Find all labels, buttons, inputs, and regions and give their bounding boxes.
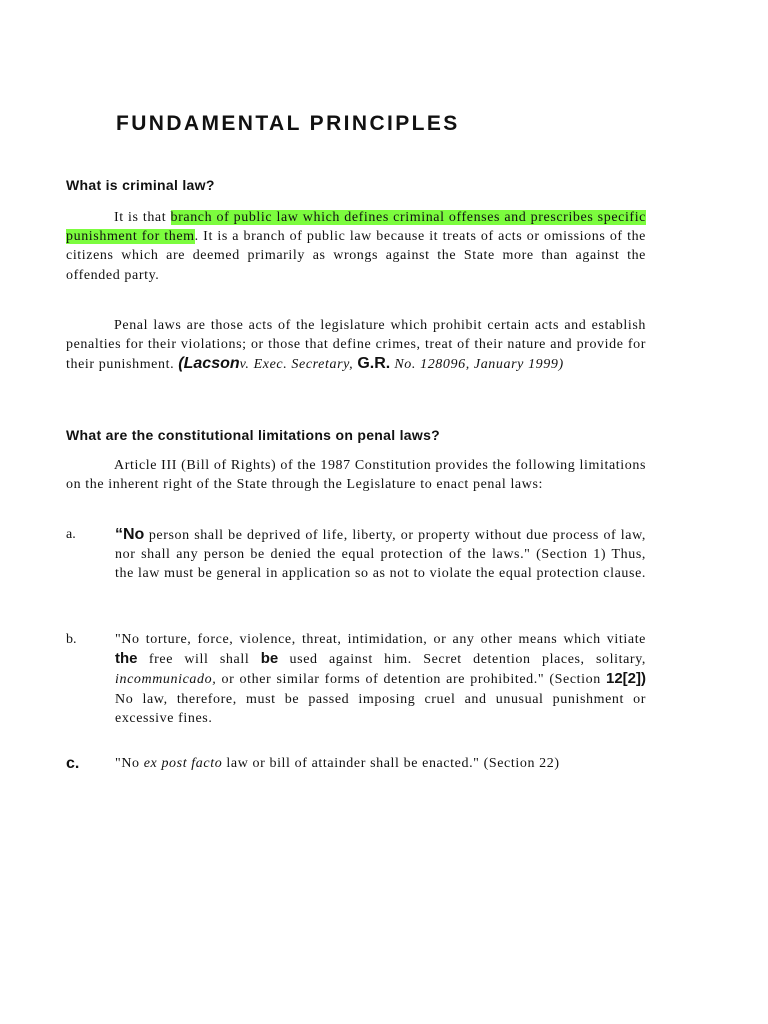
list-item-a xyxy=(66,525,646,584)
page-title: FUNDAMENTAL PRINCIPLES xyxy=(116,112,460,135)
list-marker-c: c. xyxy=(66,755,80,772)
question-heading-limitations: What are the constitutional limitations on penal laws? xyxy=(66,427,441,443)
paragraph-article-iii xyxy=(66,456,646,494)
citation-end: No. 128096, January 1999) xyxy=(390,357,564,373)
citation-name: (Lacson xyxy=(178,355,240,373)
highlighted-definition: branch of public law which defines criminal offenses and prescribes specific punishment for them xyxy=(66,210,646,245)
list-item-b-text xyxy=(115,630,646,728)
list-marker-b: b. xyxy=(66,632,77,647)
list-item-c xyxy=(66,754,646,773)
item-b-part-5: No law, therefore, must be passed imposing cruel and unusual punishment or excessive fines. xyxy=(115,691,646,726)
item-c-part-2: law or bill of attainder shall be enacted." (Section 22) xyxy=(222,756,560,771)
definition-text-before: It is that xyxy=(114,210,171,225)
paragraph-penal-laws xyxy=(66,316,646,375)
item-b-italic: incommunicado, xyxy=(115,672,217,688)
item-b-section-ref: 12[2]) xyxy=(605,670,646,688)
list-item-c-text xyxy=(115,754,646,773)
item-b-word-the: the xyxy=(115,650,138,668)
item-a-body: person shall be deprived of life, liberty, or property without due process of law, nor shall any person be denied the equal protection of the laws." (Section 1) Thus, the law must be general in application so as not to violate the equal protection clause. xyxy=(115,528,646,582)
item-b-part-4: or other similar forms of detention are prohibited." (Section xyxy=(216,672,606,688)
paragraph-definition xyxy=(66,208,646,285)
citation-gr: G.R. xyxy=(357,355,391,373)
citation-middle: v. Exec. Secretary, xyxy=(239,357,358,373)
item-b-part-1: "No torture, force, violence, threat, intimidation, or any other means which vitiate xyxy=(115,632,646,647)
article-iii-text: Article III (Bill of Rights) of the 1987 Constitution provides the following limitations on the inherent right of the State through the Legislature to enact penal laws: xyxy=(66,458,646,493)
list-marker-a: a. xyxy=(66,527,76,542)
item-a-lead: “No xyxy=(115,526,145,543)
definition-text-after: . It is a branch of public law because it treats of acts or omissions of the citizens which are deemed primarily as wrongs against the State more than against the offended party. xyxy=(66,229,646,283)
list-item-a-text xyxy=(115,525,646,584)
item-b-word-be: be xyxy=(260,650,279,668)
question-heading-criminal-law: What is criminal law? xyxy=(66,177,215,193)
penal-laws-text: Penal laws are those acts of the legislature which prohibit certain acts and establish penalties for their violations; or those that define crimes, treat of their nature and provide for their punishment. xyxy=(66,318,646,373)
item-b-part-2: free will shall xyxy=(137,652,261,668)
item-c-part-1: "No xyxy=(115,756,144,771)
list-item-b xyxy=(66,630,646,728)
item-b-part-3: used against him. Secret detention places, solitary, xyxy=(278,652,646,668)
item-c-italic: ex post facto xyxy=(143,756,223,771)
